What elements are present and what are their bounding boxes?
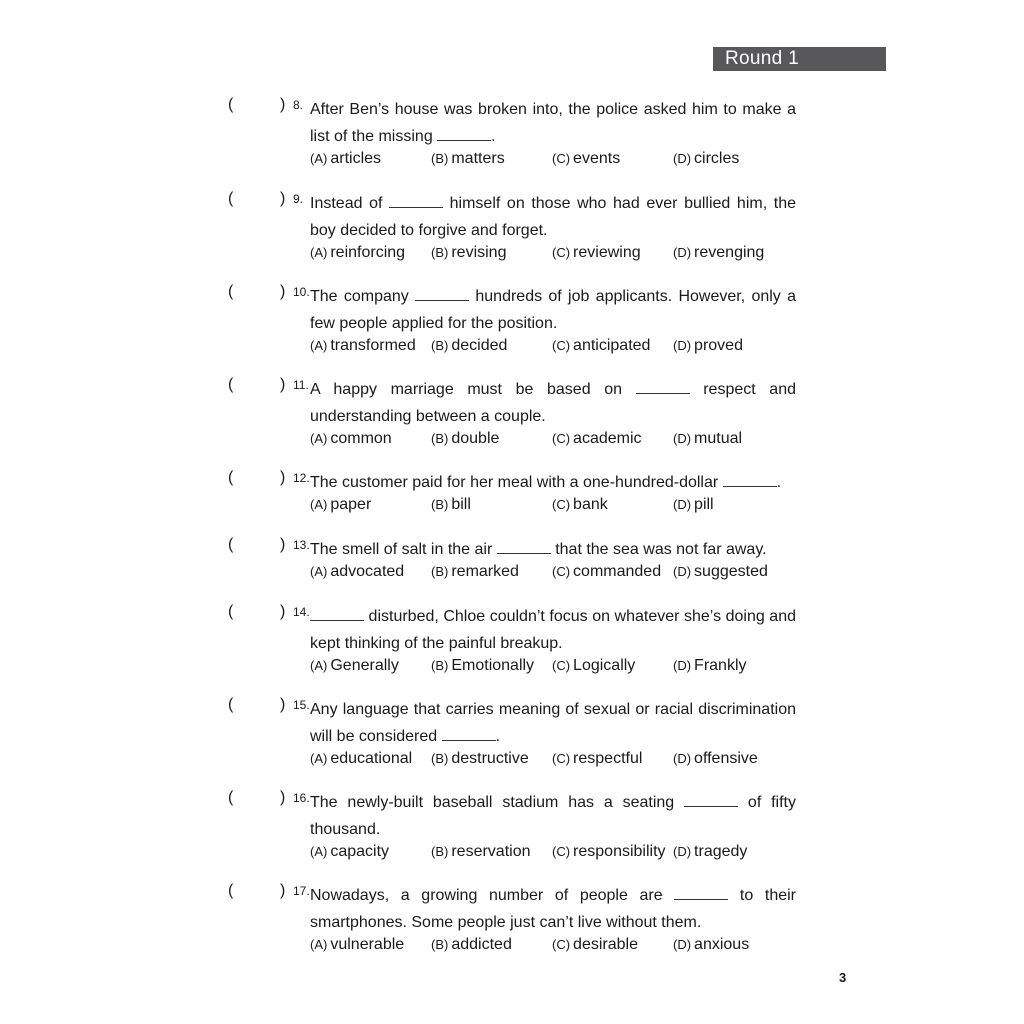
option-label: (C) bbox=[552, 338, 571, 353]
option-text: Frankly bbox=[694, 657, 747, 674]
option-a bbox=[310, 563, 404, 581]
option-b bbox=[431, 657, 534, 675]
answer-paren-close: ) bbox=[280, 789, 286, 806]
option-text: bill bbox=[451, 496, 471, 513]
option-text: offensive bbox=[694, 750, 758, 767]
stem-text-after: to their smartphones. Some people just can’t live without them. bbox=[310, 887, 796, 931]
answer-blank bbox=[497, 539, 551, 554]
question-number: 9. bbox=[293, 192, 304, 206]
option-text: reinforcing bbox=[330, 244, 406, 261]
question-stem bbox=[310, 96, 796, 150]
option-text: reviewing bbox=[573, 244, 641, 261]
stem-text-after: hundreds of job applicants. However, only a few people applied for the position. bbox=[310, 288, 797, 332]
option-a bbox=[310, 936, 404, 954]
option-label: (A) bbox=[310, 564, 328, 579]
option-text: Logically bbox=[573, 657, 636, 674]
question-stem bbox=[310, 696, 796, 750]
option-label: (C) bbox=[552, 151, 571, 166]
stem-text-before: The company bbox=[310, 288, 416, 305]
stem-text-before: The customer paid for her meal with a one-hundred-dollar bbox=[310, 474, 723, 491]
answer-paren-open: ( bbox=[228, 469, 234, 486]
option-c bbox=[552, 843, 666, 861]
answer-paren-close: ) bbox=[280, 882, 286, 899]
stem-text-after: himself on those who had ever bullied him, the boy decided to forgive and forget. bbox=[310, 195, 797, 239]
option-c bbox=[552, 936, 638, 954]
option-text: advocated bbox=[330, 563, 405, 580]
option-text: capacity bbox=[330, 843, 390, 860]
option-b bbox=[431, 843, 531, 861]
option-label: (D) bbox=[673, 338, 692, 353]
question-number: 11. bbox=[293, 378, 309, 392]
option-text: revenging bbox=[694, 244, 765, 261]
option-text: matters bbox=[451, 150, 505, 167]
option-label: (B) bbox=[431, 844, 449, 859]
option-label: (A) bbox=[310, 937, 328, 952]
option-text: Emotionally bbox=[451, 657, 535, 674]
option-c bbox=[552, 750, 642, 768]
option-label: (B) bbox=[431, 151, 449, 166]
answer-blank bbox=[437, 126, 491, 141]
question-number: 14. bbox=[293, 605, 310, 619]
stem-text-before: Instead of bbox=[310, 195, 390, 212]
option-label: (B) bbox=[431, 658, 449, 673]
option-label: (D) bbox=[673, 751, 692, 766]
question-stem bbox=[310, 190, 796, 244]
option-text: academic bbox=[573, 430, 642, 447]
option-label: (D) bbox=[673, 564, 692, 579]
option-b bbox=[431, 244, 506, 262]
answer-paren-open: ( bbox=[228, 96, 234, 113]
answer-paren-close: ) bbox=[280, 469, 286, 486]
option-b bbox=[431, 430, 499, 448]
option-a bbox=[310, 337, 416, 355]
option-label: (A) bbox=[310, 844, 328, 859]
option-text: transformed bbox=[330, 337, 416, 354]
option-label: (A) bbox=[310, 245, 328, 260]
answer-blank bbox=[389, 193, 443, 208]
option-text: Generally bbox=[330, 657, 399, 674]
option-text: circles bbox=[694, 150, 740, 167]
option-a bbox=[310, 244, 405, 262]
round-badge: Round 1 bbox=[713, 47, 886, 71]
option-text: double bbox=[451, 430, 500, 447]
option-label: (C) bbox=[552, 497, 571, 512]
option-label: (C) bbox=[552, 245, 571, 260]
question-stem bbox=[310, 469, 796, 496]
option-label: (C) bbox=[552, 564, 571, 579]
option-a bbox=[310, 496, 371, 514]
option-b bbox=[431, 337, 507, 355]
option-label: (A) bbox=[310, 338, 328, 353]
option-b bbox=[431, 150, 505, 168]
answer-paren-open: ( bbox=[228, 190, 234, 207]
option-a bbox=[310, 150, 381, 168]
option-label: (A) bbox=[310, 497, 328, 512]
answer-paren-open: ( bbox=[228, 789, 234, 806]
option-text: articles bbox=[330, 150, 382, 167]
option-label: (B) bbox=[431, 245, 449, 260]
option-text: reservation bbox=[451, 843, 531, 860]
option-label: (D) bbox=[673, 431, 692, 446]
option-d bbox=[673, 337, 743, 355]
option-a bbox=[310, 750, 412, 768]
option-text: tragedy bbox=[694, 843, 748, 860]
option-label: (D) bbox=[673, 151, 692, 166]
stem-text-after: of fifty thousand. bbox=[310, 794, 797, 838]
option-b bbox=[431, 496, 471, 514]
question-number: 13. bbox=[293, 538, 310, 552]
option-d bbox=[673, 150, 739, 168]
option-text: revising bbox=[451, 244, 507, 261]
answer-blank bbox=[636, 379, 690, 394]
option-label: (B) bbox=[431, 751, 449, 766]
question-stem bbox=[310, 882, 796, 936]
option-label: (C) bbox=[552, 658, 571, 673]
answer-blank bbox=[442, 726, 496, 741]
question-number: 16. bbox=[293, 791, 310, 805]
answer-blank bbox=[674, 885, 728, 900]
option-text: events bbox=[573, 150, 621, 167]
option-d bbox=[673, 244, 764, 262]
answer-paren-open: ( bbox=[228, 283, 234, 300]
option-label: (A) bbox=[310, 151, 328, 166]
option-label: (C) bbox=[552, 844, 571, 859]
page-number: 3 bbox=[839, 970, 847, 985]
option-d bbox=[673, 936, 749, 954]
option-label: (C) bbox=[552, 751, 571, 766]
option-text: destructive bbox=[451, 750, 529, 767]
question-number: 12. bbox=[293, 471, 310, 485]
option-text: proved bbox=[694, 337, 743, 354]
option-label: (A) bbox=[310, 431, 328, 446]
option-text: pill bbox=[694, 496, 714, 513]
answer-paren-close: ) bbox=[280, 96, 286, 113]
option-text: remarked bbox=[451, 563, 519, 580]
option-d bbox=[673, 496, 714, 514]
question-number: 10. bbox=[293, 285, 310, 299]
option-d bbox=[673, 657, 747, 675]
option-c bbox=[552, 496, 608, 514]
option-label: (A) bbox=[310, 751, 328, 766]
option-text: anxious bbox=[694, 936, 750, 953]
option-b bbox=[431, 563, 519, 581]
answer-paren-open: ( bbox=[228, 536, 234, 553]
question-number: 17. bbox=[293, 884, 310, 898]
option-d bbox=[673, 750, 758, 768]
stem-text-after: respect and understanding between a couple. bbox=[310, 381, 796, 425]
answer-paren-open: ( bbox=[228, 603, 234, 620]
answer-paren-close: ) bbox=[280, 696, 286, 713]
stem-text-before: After Ben’s house was broken into, the police asked him to make a list of the missing bbox=[310, 101, 796, 145]
option-c bbox=[552, 563, 661, 581]
option-a bbox=[310, 657, 399, 675]
option-d bbox=[673, 843, 747, 861]
question-stem bbox=[310, 283, 796, 337]
option-text: bank bbox=[573, 496, 608, 513]
stem-text-after: . bbox=[491, 128, 496, 145]
option-text: common bbox=[330, 430, 392, 447]
stem-text-after: . bbox=[776, 474, 782, 491]
option-label: (B) bbox=[431, 564, 449, 579]
option-a bbox=[310, 843, 389, 861]
option-text: paper bbox=[330, 496, 372, 513]
option-b bbox=[431, 936, 512, 954]
answer-paren-close: ) bbox=[280, 536, 286, 553]
option-text: commanded bbox=[573, 563, 662, 580]
option-text: addicted bbox=[451, 936, 512, 953]
option-b bbox=[431, 750, 529, 768]
option-text: respectful bbox=[573, 750, 643, 767]
option-text: mutual bbox=[694, 430, 743, 447]
option-text: vulnerable bbox=[330, 936, 405, 953]
option-c bbox=[552, 430, 642, 448]
stem-text-before: Any language that carries meaning of sexual or racial discrimination will be considered bbox=[310, 701, 796, 745]
stem-text-before: A happy marriage must be based on bbox=[310, 381, 636, 398]
question-stem bbox=[310, 536, 796, 563]
option-text: suggested bbox=[694, 563, 768, 580]
option-label: (D) bbox=[673, 497, 692, 512]
answer-paren-open: ( bbox=[228, 882, 234, 899]
option-text: anticipated bbox=[573, 337, 651, 354]
option-label: (D) bbox=[673, 937, 692, 952]
question-stem bbox=[310, 789, 796, 843]
question-number: 15. bbox=[293, 698, 310, 712]
answer-paren-close: ) bbox=[280, 283, 286, 300]
answer-blank bbox=[723, 472, 777, 487]
answer-blank bbox=[310, 606, 364, 621]
stem-text-before: The newly-built baseball stadium has a seating bbox=[310, 794, 685, 811]
option-label: (A) bbox=[310, 658, 328, 673]
answer-blank bbox=[415, 286, 469, 301]
option-label: (B) bbox=[431, 338, 449, 353]
stem-text-before: The smell of salt in the air bbox=[310, 541, 497, 558]
option-d bbox=[673, 563, 768, 581]
option-d bbox=[673, 430, 742, 448]
option-label: (D) bbox=[673, 658, 692, 673]
option-label: (D) bbox=[673, 245, 692, 260]
option-c bbox=[552, 657, 635, 675]
option-label: (C) bbox=[552, 937, 571, 952]
question-stem bbox=[310, 603, 796, 657]
option-c bbox=[552, 337, 650, 355]
option-label: (C) bbox=[552, 431, 571, 446]
option-a bbox=[310, 430, 392, 448]
option-c bbox=[552, 150, 620, 168]
option-text: educational bbox=[330, 750, 413, 767]
option-label: (D) bbox=[673, 844, 692, 859]
stem-text-after: disturbed, Chloe couldn’t focus on whatever she’s doing and kept thinking of the painful breakup. bbox=[310, 608, 796, 652]
option-label: (B) bbox=[431, 431, 449, 446]
answer-paren-close: ) bbox=[280, 190, 286, 207]
stem-text-after: . bbox=[495, 728, 501, 745]
option-text: desirable bbox=[573, 936, 638, 953]
option-text: responsibility bbox=[573, 843, 666, 860]
option-text: decided bbox=[451, 337, 508, 354]
answer-paren-open: ( bbox=[228, 376, 234, 393]
answer-paren-close: ) bbox=[280, 376, 286, 393]
question-stem bbox=[310, 376, 796, 430]
answer-paren-open: ( bbox=[228, 696, 234, 713]
option-c bbox=[552, 244, 641, 262]
option-label: (B) bbox=[431, 937, 449, 952]
answer-paren-close: ) bbox=[280, 603, 286, 620]
stem-text-after: that the sea was not far away. bbox=[550, 541, 767, 558]
option-label: (B) bbox=[431, 497, 449, 512]
stem-text-before: Nowadays, a growing number of people are bbox=[310, 887, 675, 904]
question-number: 8. bbox=[293, 98, 304, 112]
answer-blank bbox=[684, 792, 738, 807]
